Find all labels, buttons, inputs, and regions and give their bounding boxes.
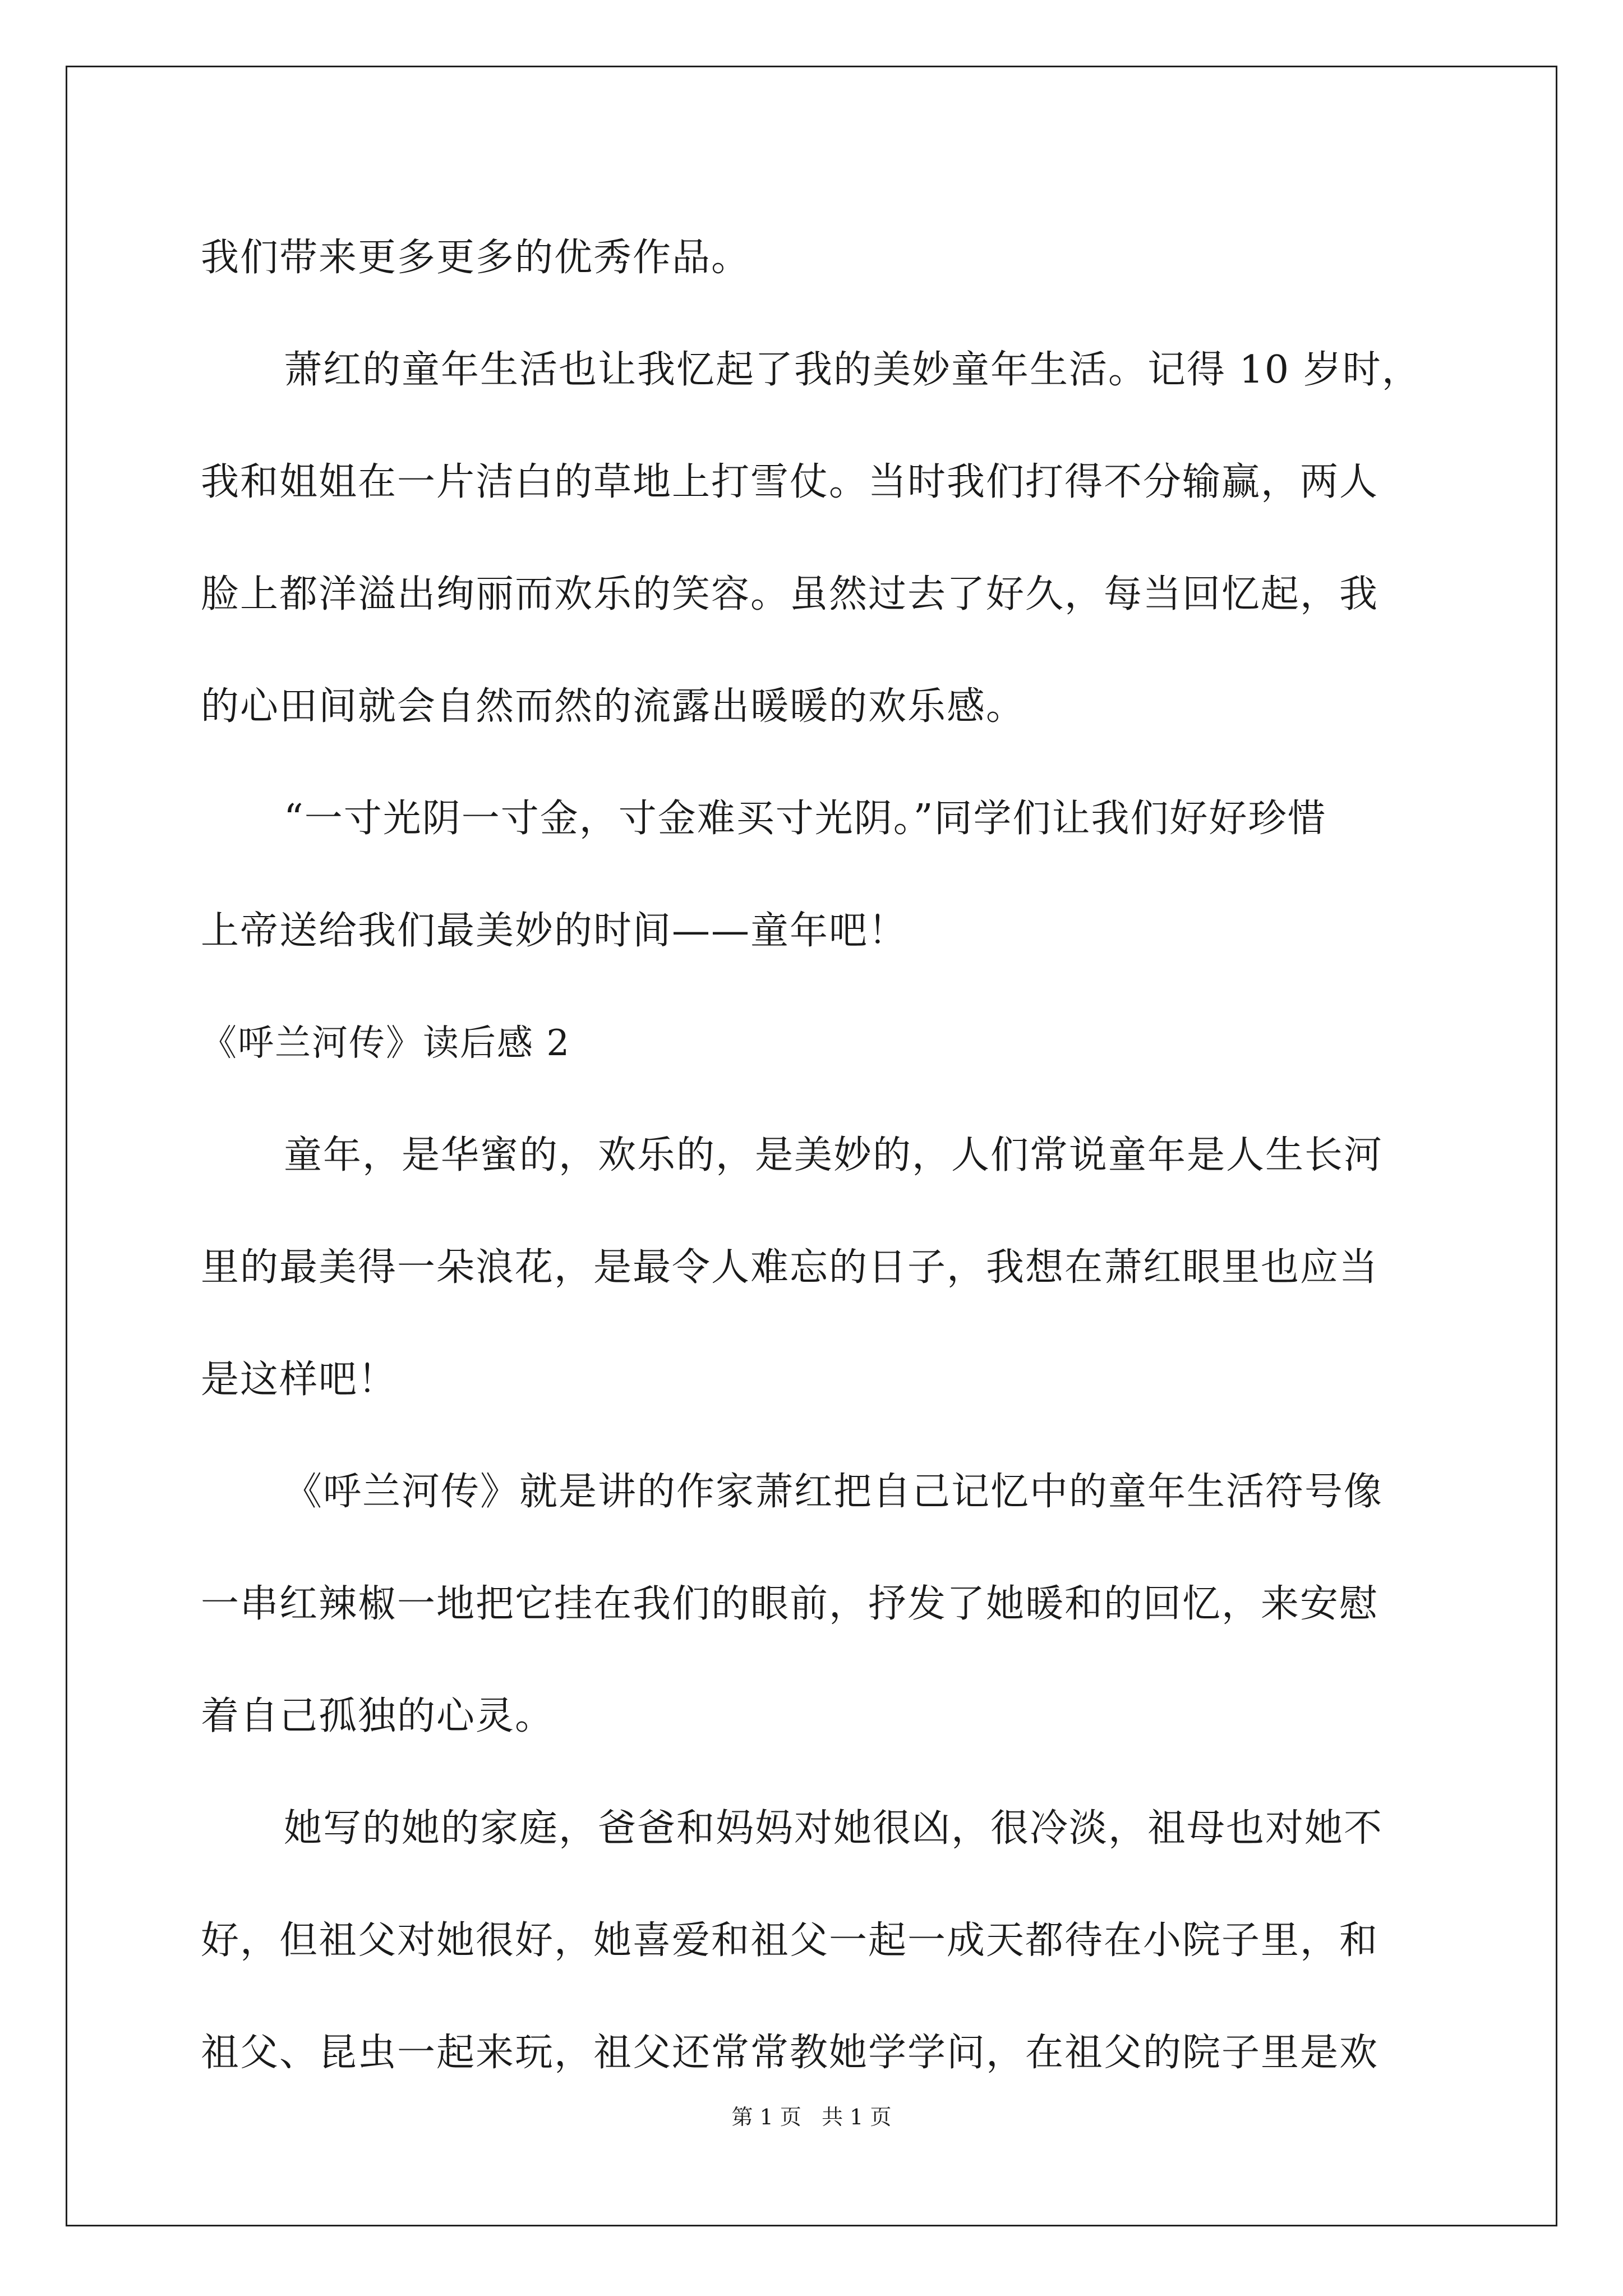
- text-line: 萧红的童年生活也让我忆起了我的美妙童年生活。记得 10 岁时，: [284, 348, 1421, 392]
- text-line: 的心田间就会自然而然的流露出暖暖的欢乐感。: [201, 684, 1026, 729]
- text-line: 童年，是华蜜的，欢乐的，是美妙的，人们常说童年是人生长河: [284, 1133, 1384, 1177]
- document-body: [201, 202, 1435, 2109]
- text-line: 一串红辣椒一地把它挂在我们的眼前，抒发了她暖和的回忆，来安慰: [201, 1582, 1379, 1626]
- text-line: 脸上都洋溢出绚丽而欢乐的笑容。虽然过去了好久，每当回忆起，我: [201, 572, 1379, 616]
- text-line: 着自己孤独的心灵。: [201, 1694, 555, 1738]
- text-line: 我和姐姐在一片洁白的草地上打雪仗。当时我们打得不分输赢，两人: [201, 460, 1379, 504]
- text-line: 是这样吧！: [201, 1358, 398, 1402]
- page-number-footer: 第 1 页 共 1 页: [731, 2105, 892, 2129]
- text-line: “一寸光阴一寸金，寸金难买寸光阴。”同学们让我们好好珍惜: [284, 797, 1327, 841]
- text-line: 她写的她的家庭，爸爸和妈妈对她很凶，很冷淡，祖母也对她不: [284, 1806, 1384, 1851]
- text-line: 《呼兰河传》就是讲的作家萧红把自己记忆中的童年生活符号像: [284, 1470, 1384, 1514]
- text-line: 祖父、昆虫一起来玩，祖父还常常教她学学问，在祖父的院子里是欢: [201, 2031, 1379, 2075]
- section-heading: 《呼兰河传》读后感 2: [201, 1023, 571, 1064]
- text-line: 上帝送给我们最美妙的时间——童年吧！: [201, 909, 908, 953]
- text-line: 我们带来更多更多的优秀作品。: [201, 236, 751, 280]
- text-line: 里的最美得一朵浪花，是最令人难忘的日子，我想在萧红眼里也应当: [201, 1245, 1379, 1290]
- text-line: 好，但祖父对她很好，她喜爱和祖父一起一成天都待在小院子里，和: [201, 1918, 1379, 1963]
